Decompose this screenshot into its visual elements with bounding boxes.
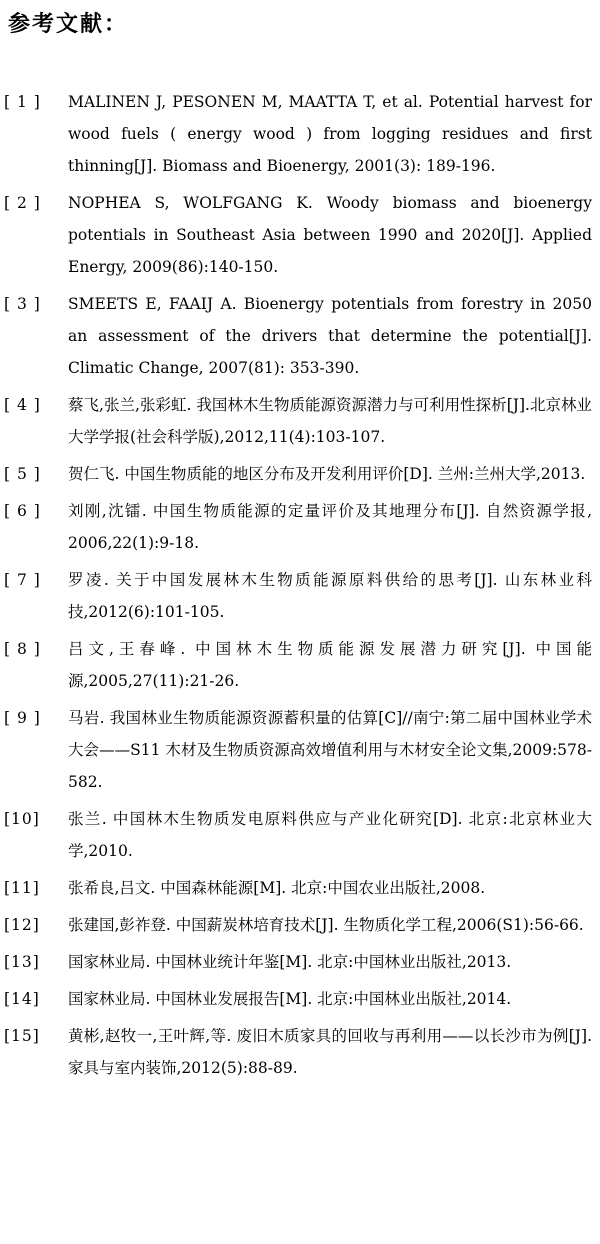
reference-text: 国家林业局. 中国林业发展报告[M]. 北京:中国林业出版社,2014. [68,990,512,1008]
reference-item [0,946,600,978]
reference-item [0,872,600,904]
reference-item [0,633,600,697]
reference-text: 马岩. 我国林业生物质能源资源蓄积量的估算[C]//南宁:第二届中国林业学术大会——S11 木材及生物质资源高效增值利用与木材安全论文集,2009:578-582. [68,709,592,791]
reference-number: [ 7 ] [4,571,41,589]
reference-number: [12] [4,916,40,934]
reference-text: NOPHEA S, WOLFGANG K. Woody biomass and bioenergy potentials in Southeast Asia between 1990 and 2020[J]. Applied Energy, 2009(86):140-150. [68,194,592,276]
reference-text: 吕文,王春峰. 中国林木生物质能源发展潜力研究[J]. 中国能源,2005,27(11):21-26. [68,640,592,690]
reference-number: [13] [4,953,40,971]
reference-item [0,909,600,941]
reference-item [0,564,600,628]
reference-text: 罗凌. 关于中国发展林木生物质能源原料供给的思考[J]. 山东林业科技,2012(6):101-105. [68,571,592,621]
reference-number: [ 8 ] [4,640,41,658]
reference-number: [ 9 ] [4,709,41,727]
reference-item [0,495,600,559]
reference-item [0,458,600,490]
reference-item [0,389,600,453]
reference-number: [15] [4,1027,40,1045]
reference-text: 张建国,彭祚登. 中国薪炭林培育技术[J]. 生物质化学工程,2006(S1):56-66. [68,916,584,934]
reference-item [0,1020,600,1084]
reference-text: MALINEN J, PESONEN M, MAATTA T, et al. Potential harvest for wood fuels ( energy wood ) from logging residues and first thinning[J]. Biomass and Bioenergy, 2001(3): 189-196. [68,93,592,175]
reference-number: [ 6 ] [4,502,41,520]
reference-item [0,702,600,798]
reference-text: 国家林业局. 中国林业统计年鉴[M]. 北京:中国林业出版社,2013. [68,953,512,971]
references-heading: 参考文献： [8,12,129,37]
reference-text: 张希良,吕文. 中国森林能源[M]. 北京:中国农业出版社,2008. [68,879,486,897]
reference-item [0,187,600,283]
reference-number: [ 4 ] [4,396,41,414]
reference-text: 蔡飞,张兰,张彩虹. 我国林木生物质能源资源潜力与可利用性探析[J].北京林业大学学报(社会科学版),2012,11(4):103-107. [68,396,592,446]
reference-item [0,288,600,384]
reference-text: 张兰. 中国林木生物质发电原料供应与产业化研究[D]. 北京:北京林业大学,2010. [68,810,592,860]
reference-number: [14] [4,990,40,1008]
reference-item [0,983,600,1015]
reference-number: [10] [4,810,40,828]
reference-item [0,803,600,867]
reference-number: [ 5 ] [4,465,41,483]
reference-number: [11] [4,879,40,897]
reference-item [0,86,600,182]
reference-text: SMEETS E, FAAIJ A. Bioenergy potentials from forestry in 2050 an assessment of the drivers that determine the potential[J]. Climatic Change, 2007(81): 353-390. [68,295,592,377]
reference-number: [ 2 ] [4,194,41,212]
reference-text: 贺仁飞. 中国生物质能的地区分布及开发利用评价[D]. 兰州:兰州大学,2013. [68,465,586,483]
reference-text: 刘刚,沈镭. 中国生物质能源的定量评价及其地理分布[J]. 自然资源学报, 2006,22(1):9-18. [68,502,592,552]
reference-text: 黄彬,赵牧一,王叶辉,等. 废旧木质家具的回收与再利用——以长沙市为例[J]. 家具与室内装饰,2012(5):88-89. [68,1027,592,1077]
reference-number: [ 3 ] [4,295,41,313]
reference-list [0,86,600,1089]
reference-number: [ 1 ] [4,93,41,111]
